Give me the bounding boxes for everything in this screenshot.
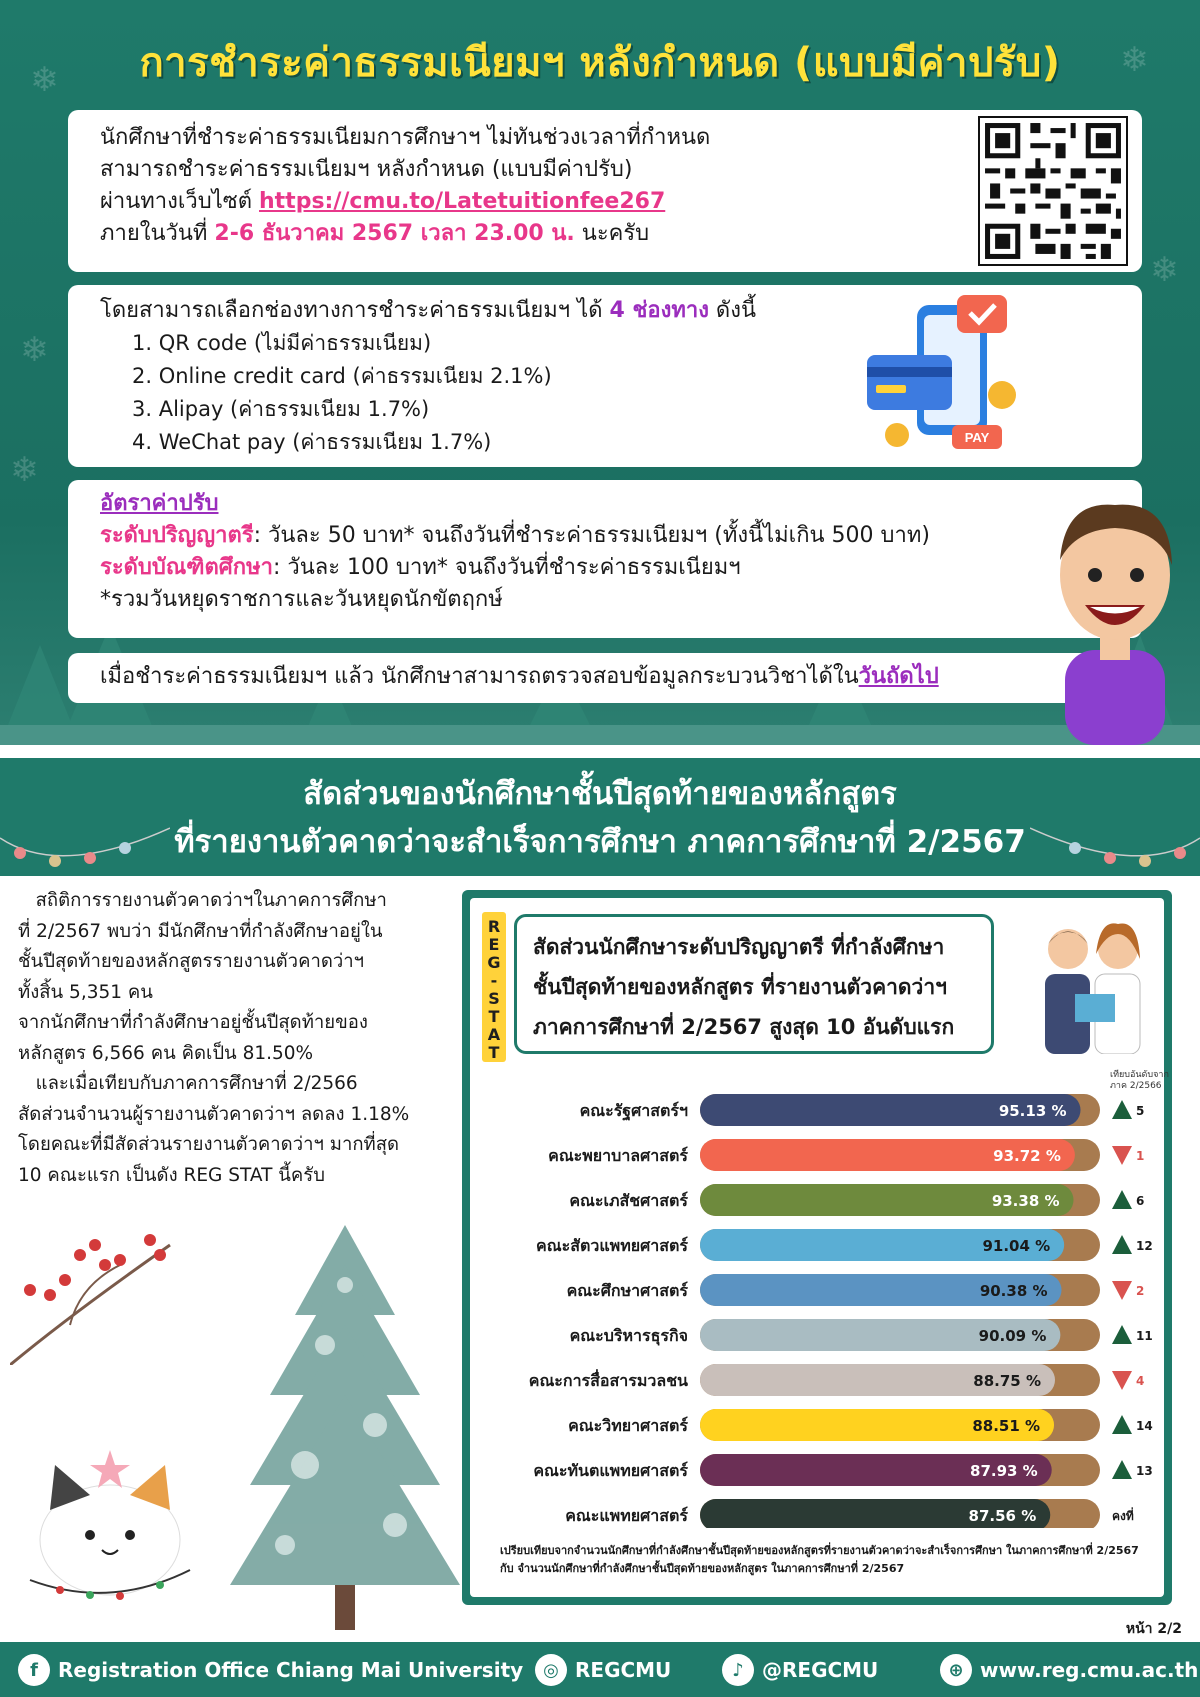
bar-value-label: 87.93 %	[970, 1462, 1038, 1480]
tag-letter: T	[488, 1043, 500, 1062]
website-label: www.reg.cmu.ac.th	[980, 1658, 1199, 1682]
rank-change-label: 5	[1136, 1104, 1145, 1118]
student-mascot	[1040, 480, 1190, 745]
grad-label: ระดับบัณฑิตศึกษา	[100, 555, 273, 580]
berry-branch-decoration	[10, 1225, 180, 1365]
reg-stat-inner	[470, 898, 1169, 1597]
ug-fine-text: : วันละ 50 บาท* จนถึงวันที่ชำระค่าธรรมเนียมฯ (ทั้งนี้ไม่เกิน 500 บาท)	[253, 523, 930, 548]
staff-illustration	[1030, 904, 1160, 1054]
deadline-prefix: ภายในวันที่	[100, 221, 215, 246]
grad-fine-text: : วันละ 100 บาท* จนถึงวันที่ชำระค่าธรรมเนียมฯ	[272, 555, 741, 580]
tag-letter: S	[488, 989, 500, 1008]
course-check-line	[100, 661, 939, 693]
summary-line: หลักสูตร 6,566 คน คิดเป็น 81.50%	[18, 1042, 314, 1064]
rank-up-icon	[1112, 1415, 1132, 1434]
bar-value-label: 93.38 %	[991, 1192, 1060, 1210]
summary-line: โดยคณะที่มีสัดส่วนรายงานตัวคาดว่าฯ มากที่สุด	[18, 1134, 400, 1155]
faculty-label: คณะสัตวแพทยศาสตร์	[536, 1236, 688, 1255]
deadline-line	[100, 218, 710, 250]
chart-footnote	[500, 1542, 1140, 1578]
bar-value-label: 95.13 %	[998, 1102, 1067, 1120]
deadline-suffix: นะครับ	[574, 221, 650, 246]
channels-count: 4 ช่องทาง	[609, 298, 709, 323]
tiktok-icon: ♪	[722, 1654, 754, 1686]
tag-letter: A	[487, 1025, 501, 1044]
website-link[interactable]	[940, 1654, 1198, 1686]
chart-title-line: สัดส่วนนักศึกษาระดับปริญญาตรี ที่กำลังศึกษา	[533, 935, 945, 959]
banner-title-line1: สัดส่วนของนักศึกษาชั้นปีสุดท้ายของหลักสูตร	[303, 776, 897, 812]
summary-line: ชั้นปีสุดท้ายของหลักสูตรรายงานตัวคาดว่าฯ	[18, 951, 365, 972]
rank-compare-header: เทียบอันดับจาก ภาค 2/2566	[1110, 1070, 1169, 1091]
summary-line: จากนักศึกษาที่กำลังศึกษาอยู่ชั้นปีสุดท้ายของ	[18, 1012, 368, 1033]
faculty-label: คณะบริหารธุรกิจ	[569, 1326, 688, 1345]
channels-intro-suffix: ดังนี้	[708, 298, 756, 323]
facebook-label: Registration Office Chiang Mai University	[58, 1658, 524, 1682]
page-number: หน้า 2/2	[1125, 1621, 1182, 1637]
info-line: นักศึกษาที่ชำระค่าธรรมเนียมการศึกษาฯ ไม่ทันช่วงเวลาที่กำหนด	[100, 125, 711, 150]
tiktok-label: @REGCMU	[762, 1658, 879, 1682]
faculty-label: คณะการสื่อสารมวลชน	[528, 1371, 688, 1390]
footer	[0, 1642, 1200, 1697]
rank-up-icon	[1112, 1460, 1132, 1479]
instagram-link[interactable]	[535, 1654, 671, 1686]
faculty-bar-chart	[470, 1088, 1164, 1528]
rank-up-icon	[1112, 1190, 1132, 1209]
rank-change-label: คงที่	[1112, 1509, 1134, 1523]
tag-letter: -	[490, 971, 498, 990]
snowflake-icon: ❄	[30, 60, 59, 100]
rank-up-icon	[1112, 1235, 1132, 1254]
summary-line: สัดส่วนจำนวนผู้รายงานตัวคาดว่าฯ ลดลง 1.18%	[18, 1103, 410, 1125]
rank-change-label: 13	[1136, 1464, 1153, 1478]
pay-label: PAY	[964, 430, 990, 445]
website-label: ผ่านทางเว็บไซต์	[100, 189, 259, 214]
rank-up-icon	[1112, 1100, 1132, 1119]
grad-fine-line	[100, 552, 930, 584]
rank-up-icon	[1112, 1325, 1132, 1344]
summary-line: 10 คณะแรก เป็นดัง REG STAT นี้ครับ	[18, 1164, 325, 1186]
course-check-card	[68, 653, 1142, 703]
bar-value-label: 93.72 %	[993, 1147, 1061, 1165]
ug-fine-line	[100, 520, 930, 552]
bar-value-label: 87.56 %	[968, 1507, 1037, 1525]
course-check-text: เมื่อชำระค่าธรรมเนียมฯ แล้ว นักศึกษาสามารถตรวจสอบข้อมูลกระบวนวิชาได้ใน	[100, 664, 859, 689]
faculty-label: คณะศึกษาศาสตร์	[566, 1281, 688, 1300]
footnote-line: กับ จำนวนนักศึกษาที่กำลังศึกษาชั้นปีสุดท้ายของหลักสูตร ในภาคการศึกษาที่ 2/2567	[500, 1562, 905, 1575]
tag-letter: T	[488, 1007, 500, 1026]
rank-change-label: 4	[1136, 1374, 1145, 1388]
late-payment-info-card	[68, 110, 1142, 272]
snowflake-icon: ❄	[1120, 40, 1149, 80]
channel-item: 3. Alipay (ค่าธรรมเนียม 1.7%)	[132, 397, 430, 421]
faculty-label: คณะแพทยศาสตร์	[565, 1506, 688, 1525]
bar-value-label: 90.38 %	[979, 1282, 1048, 1300]
christmas-tree-decoration	[225, 1225, 465, 1630]
rank-change-label: 2	[1136, 1284, 1145, 1298]
rank-change-label: 6	[1136, 1194, 1145, 1208]
stats-summary	[18, 886, 458, 1191]
footnote-line: เปรียบเทียบจากจำนวนนักศึกษาที่กำลังศึกษาชั้นปีสุดท้ายของหลักสูตรที่รายงานตัวคาดว่าจะสำเร็จการศึกษา ในภาคการศึกษาที่ 2/2567	[500, 1544, 1139, 1557]
channel-item: 4. WeChat pay (ค่าธรรมเนียม 1.7%)	[132, 430, 492, 454]
reg-stat-tag	[482, 912, 506, 1062]
stats-banner	[0, 758, 1200, 876]
page-title: การชำระค่าธรรมเนียมฯ หลังกำหนด (แบบมีค่าปรับ)	[139, 40, 1061, 86]
bar-value-label: 91.04 %	[982, 1237, 1051, 1255]
faculty-label: คณะวิทยาศาสตร์	[568, 1416, 688, 1435]
next-day-link[interactable]: วันถัดไป	[858, 664, 939, 689]
summary-line: และเมื่อเทียบกับภาคการศึกษาที่ 2/2566	[18, 1073, 358, 1094]
tag-letter: G	[487, 953, 501, 972]
facebook-link[interactable]	[18, 1654, 523, 1686]
summary-line: สถิติการรายงานตัวคาดว่าฯในภาคการศึกษา	[18, 890, 387, 911]
info-line: สามารถชำระค่าธรรมเนียมฯ หลังกำหนด (แบบมีค่าปรับ)	[100, 157, 633, 182]
rank-down-icon	[1112, 1371, 1132, 1390]
chart-title-line: ภาคการศึกษาที่ 2/2567 สูงสุด 10 อันดับแรก	[533, 1015, 955, 1039]
tiktok-link[interactable]	[722, 1654, 878, 1686]
rank-down-icon	[1112, 1281, 1132, 1300]
qr-code[interactable]	[978, 116, 1128, 266]
rank-change-label: 11	[1136, 1329, 1153, 1343]
channel-item: 2. Online credit card (ค่าธรรมเนียม 2.1%)	[132, 364, 552, 388]
facebook-icon: f	[18, 1654, 50, 1686]
faculty-label: คณะทันตแพทยศาสตร์	[533, 1461, 688, 1480]
bar-value-label: 88.75 %	[973, 1372, 1041, 1390]
fine-rate-heading: อัตราค่าปรับ	[100, 491, 219, 516]
snowflake-icon: ❄	[20, 330, 49, 370]
tag-letter: E	[488, 935, 500, 954]
deadline-date: 2-6 ธันวาคม 2567 เวลา 23.00 น.	[214, 221, 575, 246]
chart-title-line: ชั้นปีสุดท้ายของหลักสูตร ที่รายงานตัวคาดว่าฯ	[533, 975, 947, 999]
faculty-label: คณะเภสัชศาสตร์	[569, 1191, 688, 1210]
banner-title-line2: ที่รายงานตัวคาดว่าจะสำเร็จการศึกษา ภาคการศึกษาที่ 2/2567	[174, 824, 1026, 860]
tag-letter: R	[487, 917, 501, 936]
bar-value-label: 88.51 %	[972, 1417, 1041, 1435]
channels-intro-text: โดยสามารถเลือกช่องทางการชำระค่าธรรมเนียมฯ ได้	[100, 298, 610, 323]
rank-change-label: 12	[1136, 1239, 1153, 1253]
late-payment-section	[0, 0, 1200, 745]
channel-item: 1. QR code (ไม่มีค่าธรรมเนียม)	[132, 331, 432, 355]
bar-value-label: 90.09 %	[978, 1327, 1047, 1345]
rank-down-icon	[1112, 1146, 1132, 1165]
summary-line: ที่ 2/2567 พบว่า มีนักศึกษาที่กำลังศึกษาอยู่ใน	[18, 920, 383, 942]
info-line	[100, 186, 710, 218]
rank-change-label: 1	[1136, 1149, 1145, 1163]
rank-change-label: 14	[1136, 1419, 1153, 1433]
mobile-payment-illustration	[862, 285, 1032, 465]
payment-link[interactable]: https://cmu.to/Latetuitionfee267	[259, 189, 666, 214]
ug-label: ระดับปริญญาตรี	[100, 523, 254, 548]
faculty-label: คณะรัฐศาสตร์ฯ	[579, 1101, 688, 1120]
globe-icon: ⊕	[940, 1654, 972, 1686]
channels-intro	[100, 295, 756, 327]
reg-stat-panel	[462, 890, 1172, 1605]
faculty-label: คณะพยาบาลศาสตร์	[548, 1146, 688, 1165]
payment-channels-card	[68, 285, 1142, 467]
snowflake-icon: ❄	[10, 450, 39, 490]
chart-title	[514, 914, 994, 1054]
fine-note: *รวมวันหยุดราชการและวันหยุดนักขัตฤกษ์	[100, 587, 503, 612]
snowflake-icon: ❄	[1150, 250, 1179, 290]
fine-rate-card	[68, 480, 1142, 638]
instagram-icon: ◎	[535, 1654, 567, 1686]
summary-line: ทั้งสิ้น 5,351 คน	[18, 981, 153, 1003]
cat-mascot-decoration	[20, 1440, 200, 1610]
instagram-label: REGCMU	[575, 1658, 672, 1682]
